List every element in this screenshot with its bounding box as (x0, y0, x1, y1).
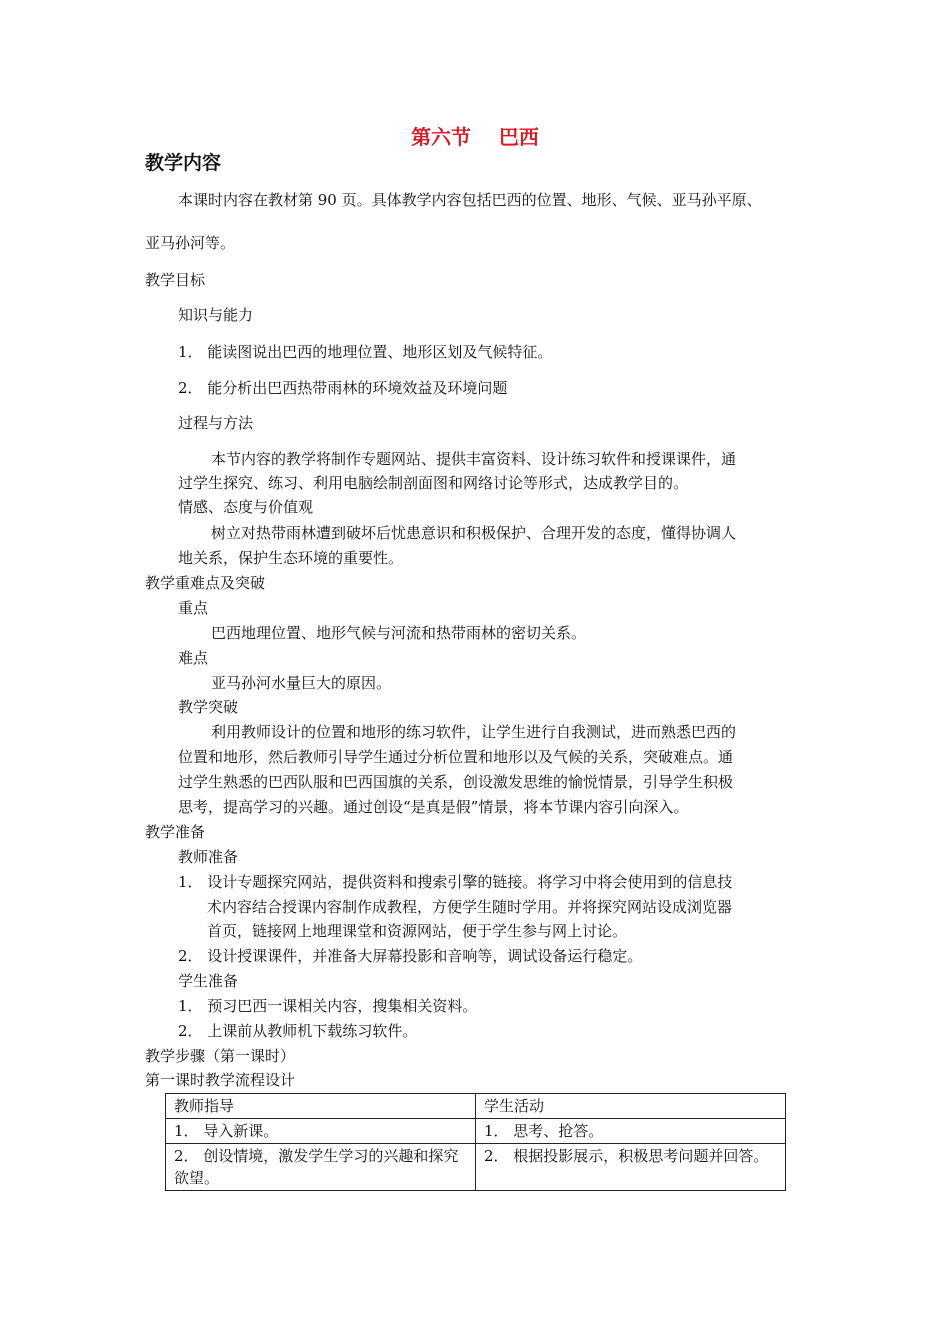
flow-title: 第一课时教学流程设计 (145, 1071, 296, 1089)
table-header-student: 学生活动 (476, 1094, 786, 1119)
table-cell: 2． 根据投影展示，积极思考问题并回答。 (476, 1144, 786, 1191)
emotion-line-2: 地关系，保护生态环境的重要性。 (178, 549, 404, 567)
objectives-heading: 教学目标 (145, 271, 206, 289)
table-header-teacher: 教师指导 (166, 1094, 476, 1119)
knowledge-heading: 知识与能力 (178, 306, 254, 324)
key-text: 巴西地理位置、地形气候与河流和热带雨林的密切关系。 (211, 624, 587, 642)
key-heading: 重点 (178, 599, 209, 617)
student-prep-item-1: 1． 预习巴西一课相关内容，搜集相关资料。 (178, 997, 478, 1015)
content-line-1: 本课时内容在教材第 90 页。具体教学内容包括巴西的位置、地形、气候、亚马孙平原、 (178, 191, 762, 209)
student-prep-item-2: 2． 上课前从教师机下载练习软件。 (178, 1022, 418, 1040)
steps-heading: 教学步骤（第一课时） (145, 1047, 296, 1065)
difficult-text: 亚马孙河水量巨大的原因。 (211, 674, 392, 692)
breakthrough-line-3: 过学生熟悉的巴西队服和巴西国旗的关系，创设激发思维的愉悦情景，引导学生积极 (178, 773, 734, 791)
breakthrough-line-4: 思考，提高学习的兴趣。通过创设“是真是假”情景，将本节课内容引向深入。 (178, 798, 689, 816)
teacher-prep-heading: 教师准备 (178, 848, 239, 866)
content-line-2: 亚马孙河等。 (145, 234, 236, 252)
breakthrough-line-1: 利用教师设计的位置和地形的练习软件，让学生进行自我测试，进而熟悉巴西的 (211, 723, 737, 741)
difficult-heading: 难点 (178, 649, 209, 667)
table-row (166, 1144, 786, 1191)
table-cell: 1． 思考、抢答。 (476, 1119, 786, 1144)
process-line-1: 本节内容的教学将制作专题网站、提供丰富资料、设计练习软件和授课课件，通 (211, 450, 737, 468)
table-cell: 1． 导入新课。 (166, 1119, 476, 1144)
emotion-line-1: 树立对热带雨林遭到破坏后忧患意识和积极保护、合理开发的态度，懂得协调人 (211, 524, 737, 542)
teacher-prep-item-1-line-3: 首页，链接网上地理课堂和资源网站，便于学生参与网上讨论。 (207, 922, 628, 940)
content-heading: 教学内容 (145, 152, 222, 174)
process-heading: 过程与方法 (178, 414, 254, 432)
page-title: 第六节 巴西 (411, 125, 539, 149)
teacher-prep-item-1-line-1: 1． 设计专题探究网站，提供资料和搜索引擎的链接。将学习中将会使用到的信息技 (178, 873, 733, 891)
process-line-2: 过学生探究、练习、利用电脑绘制剖面图和网络讨论等形式，达成教学目的。 (178, 474, 689, 492)
student-prep-heading: 学生准备 (178, 972, 239, 990)
teacher-prep-item-2: 2． 设计授课课件，并准备大屏幕投影和音响等，调试设备运行稳定。 (178, 947, 643, 965)
key-points-heading: 教学重难点及突破 (145, 574, 266, 592)
teacher-prep-item-1-line-2: 术内容结合授课内容制作成教程，方便学生随时学用。并将探究网站设成浏览器 (207, 898, 733, 916)
table-header-row (166, 1094, 786, 1119)
knowledge-item-2: 2． 能分析出巴西热带雨林的环境效益及环境问题 (178, 379, 508, 397)
preparation-heading: 教学准备 (145, 823, 206, 841)
breakthrough-heading: 教学突破 (178, 698, 239, 716)
knowledge-item-1: 1． 能读图说出巴西的地理位置、地形区划及气候特征。 (178, 343, 553, 361)
emotion-heading: 情感、态度与价值观 (178, 498, 314, 516)
table-cell: 2． 创设情境，激发学生学习的兴趣和探究欲望。 (166, 1144, 476, 1191)
flow-table (165, 1093, 786, 1191)
table-row (166, 1119, 786, 1144)
breakthrough-line-2: 位置和地形，然后教师引导学生通过分析位置和地形以及气候的关系，突破难点。通 (178, 748, 734, 766)
